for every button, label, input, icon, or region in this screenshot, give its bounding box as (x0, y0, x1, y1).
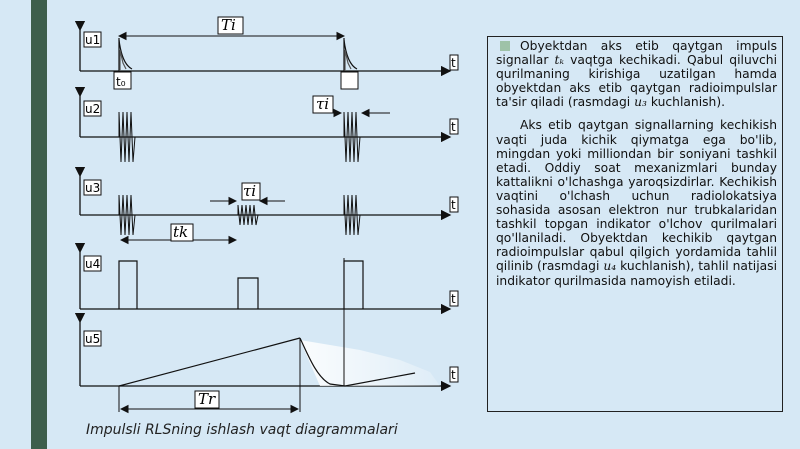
channel-label-u2: u2 (85, 102, 101, 116)
channel-labels (84, 32, 101, 346)
paragraph-1 (496, 39, 777, 109)
p2-part-a: Aks etib qaytgan signallarning kechikish vaqti juda kichik qiymatga ega bo'lib, mingdan yoki milliondan bir soniyani tashkil etadi. Oddiy soat mexanizmlari bunday kattalikni o'lchashga yaroqsizdirlar. Kechikish vaqtini o'lchash uchun radiolokatsiya sohasida asosan elektron nur trubkalaridan tashkil topgan indikator o'lchov qurilmalari qo'llaniladi. Obyektdan kechikib qaytgan radioimpulslar qabul qilgich yordamida tahlil qilinib (rasmdagi (496, 118, 777, 274)
tr-label: Tr (198, 390, 216, 408)
time-label-4: t (451, 292, 456, 306)
p1-u3: u₃ (634, 95, 647, 110)
diagram-caption: Impulsli RLSning ishlash vaqt diagrammalari (86, 422, 398, 438)
p1-part-c: kuchlanish). (650, 95, 726, 110)
p1-part-a: Obyektdan aks etib qaytgan impuls signallar (496, 39, 777, 68)
ti-label: Ti (221, 16, 236, 34)
p1-part-b: vaqtga kechikadi. Qabul qiluvchi qurilmaning kirishiga uzatilgan hamda obyektdan aks etib qaytgan radioimpulslar ta'sir qiladi (rasmdagi (496, 53, 777, 110)
time-label-5: t (451, 368, 456, 382)
time-label-3: t (451, 198, 456, 212)
channel-label-u3: u3 (85, 181, 101, 195)
tk-label: tk (173, 223, 189, 241)
bullet-icon (500, 41, 510, 51)
t0-label: t₀ (116, 75, 126, 89)
p2-u4: u₄ (603, 259, 617, 274)
t0-label-box-2 (341, 72, 358, 89)
channel-label-u5: u5 (85, 332, 101, 346)
channel-label-u1: u1 (85, 33, 101, 47)
u2-tau-label: τi (316, 95, 330, 113)
u4-pulses (119, 261, 363, 309)
u5-glow (300, 340, 440, 386)
u3-tau-label: τi (243, 182, 257, 200)
p2-part-b: kuchlanish), tahlil natijasi indikator qurilmasida namoyish etiladi. (496, 259, 777, 288)
paragraph-2 (496, 118, 777, 287)
diagram-axes (80, 30, 450, 386)
u1-pulses (119, 38, 357, 71)
channel-label-u4: u4 (85, 257, 101, 271)
time-labels (450, 55, 458, 382)
u5-sawtooth (119, 258, 415, 412)
p1-tk: tₖ (554, 53, 564, 68)
time-label-1: t (451, 56, 456, 70)
text-box (487, 36, 783, 412)
time-label-2: t (451, 120, 456, 134)
